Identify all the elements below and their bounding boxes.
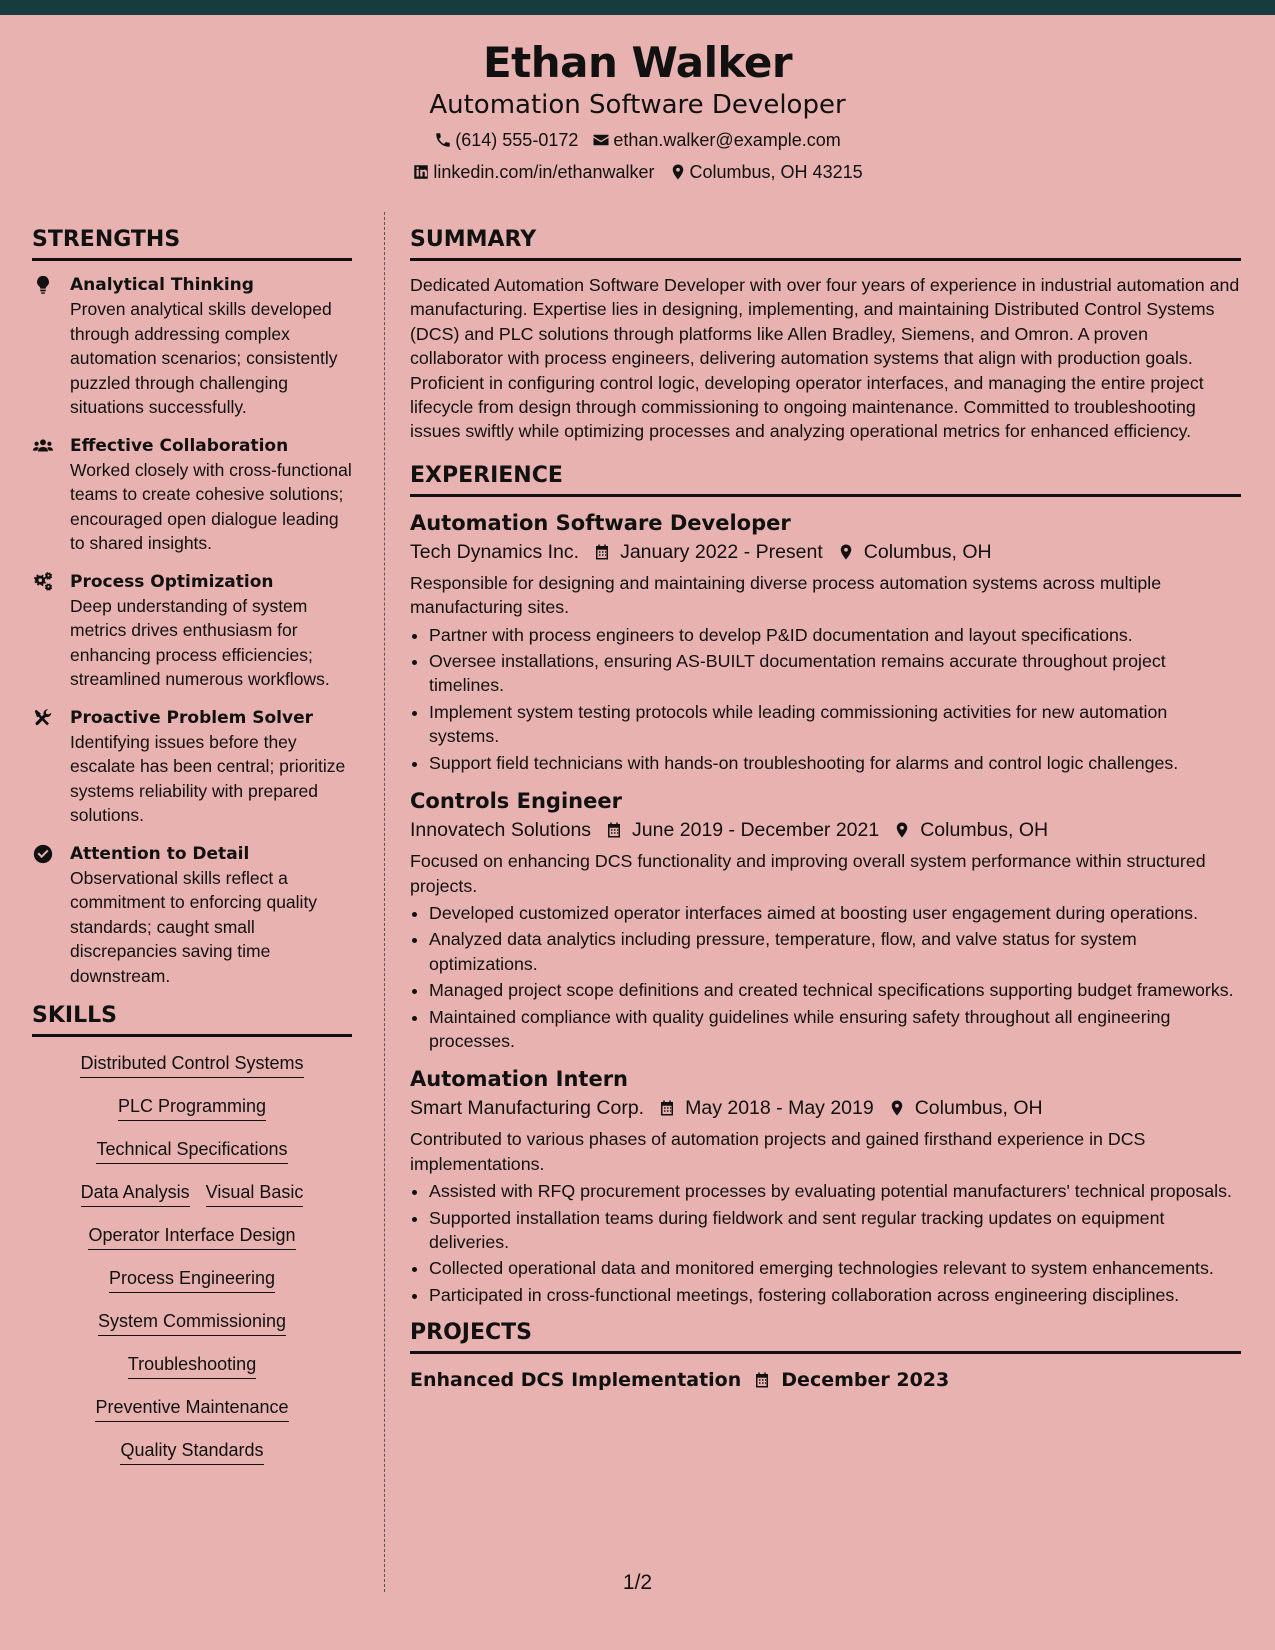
bullet-item: • Partner with process engineers to develop P&ID documentation and layout specifications. bbox=[429, 623, 1241, 647]
gears-icon bbox=[32, 571, 54, 593]
candidate-role: Automation Software Developer bbox=[429, 90, 846, 120]
phone-icon bbox=[434, 131, 452, 149]
bullet-item: • Supported installation teams during fieldwork and sent regular tracking updates on equipment deliveries. bbox=[429, 1206, 1241, 1255]
job-meta bbox=[410, 1093, 1241, 1123]
job-description: Focused on enhancing DCS functionality and improving overall system performance within structured projects. bbox=[410, 851, 1206, 896]
strength-item bbox=[32, 706, 352, 828]
tools-icon bbox=[32, 707, 54, 729]
job-entry bbox=[410, 787, 1241, 1053]
project-item bbox=[410, 1366, 1241, 1394]
job-title: Controls Engineer bbox=[410, 789, 622, 814]
contact-row-2 bbox=[0, 160, 1275, 184]
project-name: Enhanced DCS Implementation bbox=[410, 1369, 742, 1392]
page-number: 1/2 bbox=[622, 1571, 653, 1594]
candidate-name: Ethan Walker bbox=[482, 38, 793, 87]
email-link[interactable]: ethan.walker@example.com bbox=[613, 130, 841, 150]
location-text: Columbus, OH 43215 bbox=[689, 162, 863, 182]
email-item[interactable] bbox=[592, 128, 840, 152]
job-bullets bbox=[410, 901, 1241, 1053]
strength-item bbox=[32, 273, 352, 420]
job-title: Automation Software Developer bbox=[410, 510, 791, 535]
map-pin-icon bbox=[837, 543, 855, 561]
envelope-icon bbox=[592, 131, 610, 149]
job-location: Columbus, OH bbox=[914, 1097, 1043, 1120]
bullet-item: • Collected operational data and monitored emerging technologies relevant to system enhancements. bbox=[429, 1256, 1241, 1280]
job-meta bbox=[410, 537, 1241, 567]
left-column bbox=[32, 226, 352, 1481]
calendar-icon bbox=[593, 543, 611, 561]
map-pin-icon bbox=[669, 163, 687, 181]
top-accent-bar bbox=[0, 0, 1275, 15]
strength-desc: Identifying issues before they escalate has been central; prioritize systems reliability with prepared solutions. bbox=[70, 731, 346, 825]
strength-title: Analytical Thinking bbox=[70, 275, 254, 295]
job-entry bbox=[410, 509, 1241, 775]
bullet-item: • Implement system testing protocols while leading commissioning activities for new automation systems. bbox=[429, 700, 1241, 749]
bullet-item: • Participated in cross-functional meetings, fostering collaboration across engineering disciplines. bbox=[429, 1283, 1241, 1307]
linkedin-item[interactable] bbox=[412, 160, 654, 184]
skill-tag: Technical Specifications bbox=[96, 1137, 287, 1164]
job-location: Columbus, OH bbox=[863, 540, 992, 563]
map-pin-icon bbox=[893, 821, 911, 839]
skill-tag: Distributed Control Systems bbox=[80, 1051, 303, 1078]
job-title: Automation Intern bbox=[410, 1067, 628, 1092]
strength-title: Proactive Problem Solver bbox=[70, 707, 313, 728]
strength-desc: Proven analytical skills developed through addressing complex automation scenarios; consistently puzzled through challenging situations successfully. bbox=[70, 299, 338, 417]
strength-desc: Observational skills reflect a commitment to enforcing quality standards; caught small discrepancies saving time downstream. bbox=[70, 867, 318, 986]
phone-text: (614) 555-0172 bbox=[455, 130, 579, 150]
skill-tag: System Commissioning bbox=[98, 1309, 286, 1336]
strength-title: Process Optimization bbox=[70, 571, 274, 592]
resume-header bbox=[0, 38, 1275, 184]
skill-tag: Quality Standards bbox=[120, 1438, 263, 1465]
job-company: Smart Manufacturing Corp. bbox=[410, 1097, 645, 1120]
skills-heading: SKILLS bbox=[32, 1002, 352, 1037]
job-description: Contributed to various phases of automation projects and gained firsthand experience in DCS implementations. bbox=[410, 1129, 1146, 1174]
lightbulb-icon bbox=[32, 274, 54, 296]
strength-title: Effective Collaboration bbox=[70, 435, 289, 456]
job-description: Responsible for designing and maintaining diverse process automation systems across multiple manufacturing sites. bbox=[410, 572, 1162, 618]
calendar-icon bbox=[658, 1099, 676, 1117]
strength-item bbox=[32, 434, 352, 556]
location-item bbox=[669, 160, 863, 184]
bullet-item: • Developed customized operator interfaces aimed at boosting user engagement during operations. bbox=[429, 901, 1241, 925]
strength-item bbox=[32, 842, 352, 989]
map-pin-icon bbox=[888, 1099, 906, 1117]
strength-title: Attention to Detail bbox=[70, 843, 250, 864]
linkedin-link[interactable]: linkedin.com/in/ethanwalker bbox=[433, 162, 655, 182]
job-dates: June 2019 - December 2021 bbox=[632, 819, 880, 842]
job-company: Innovatech Solutions bbox=[410, 819, 592, 842]
skills-list bbox=[32, 1051, 352, 1465]
skill-tag: Process Engineering bbox=[109, 1266, 275, 1293]
job-bullets bbox=[410, 623, 1241, 775]
job-dates: January 2022 - Present bbox=[620, 540, 823, 563]
calendar-icon bbox=[753, 1371, 771, 1389]
skill-tag: Visual Basic bbox=[206, 1180, 304, 1207]
job-company: Tech Dynamics Inc. bbox=[410, 540, 580, 563]
linkedin-icon bbox=[412, 163, 430, 181]
job-location: Columbus, OH bbox=[920, 819, 1049, 842]
job-bullets bbox=[410, 1179, 1241, 1307]
strengths-heading: STRENGTHS bbox=[32, 226, 352, 261]
bullet-item: • Assisted with RFQ procurement processes by evaluating potential manufacturers' technical proposals. bbox=[429, 1179, 1241, 1203]
bullet-item: • Maintained compliance with quality guidelines while ensuring safety throughout all engineering processes. bbox=[429, 1005, 1241, 1054]
strength-item bbox=[32, 570, 352, 692]
skill-tag: Operator Interface Design bbox=[88, 1223, 295, 1250]
bullet-item: • Oversee installations, ensuring AS-BUILT documentation remains accurate throughout project timelines. bbox=[429, 649, 1241, 698]
right-column bbox=[410, 226, 1241, 1394]
summary-text: Dedicated Automation Software Developer with over four years of experience in industrial automation and manufacturing. Expertise lies in designing, implementing, and maintaining Distributed Control Systems (DCS) and PLC solutions through platforms like Allen Bradley, Siemens, and Omron. A proven collaborator with process engineers, delivering automation systems that align with production goals. Proficient in configuring control logic, developing operator interfaces, and managing the entire project lifecycle from design through commissioning to ongoing maintenance. Committed to troubleshooting issues swiftly while optimizing processes and analyzing operational metrics for enhanced efficiency. bbox=[410, 275, 1240, 442]
contact-row-1 bbox=[0, 128, 1275, 152]
skill-tag: PLC Programming bbox=[118, 1094, 266, 1121]
projects-heading: PROJECTS bbox=[410, 1319, 1241, 1354]
skill-tag: Troubleshooting bbox=[128, 1352, 256, 1379]
calendar-icon bbox=[605, 821, 623, 839]
strength-desc: Worked closely with cross-functional teams to create cohesive solutions; encouraged open dialogue leading to shared insights. bbox=[70, 459, 352, 553]
project-date: December 2023 bbox=[781, 1369, 950, 1392]
experience-heading: EXPERIENCE bbox=[410, 462, 1241, 497]
column-divider bbox=[384, 212, 385, 1592]
job-dates: May 2018 - May 2019 bbox=[685, 1097, 874, 1120]
skill-tag: Data Analysis bbox=[81, 1180, 190, 1207]
summary-heading: SUMMARY bbox=[410, 226, 1241, 261]
strength-desc: Deep understanding of system metrics drives enthusiasm for enhancing process efficiencies; streamlined numerous workflows. bbox=[70, 595, 330, 689]
users-icon bbox=[32, 435, 54, 457]
phone-item bbox=[434, 128, 578, 152]
bullet-item: • Analyzed data analytics including pressure, temperature, flow, and valve status for system optimizations. bbox=[429, 927, 1241, 976]
skill-tag: Preventive Maintenance bbox=[95, 1395, 288, 1422]
check-circle-icon bbox=[32, 843, 54, 865]
job-meta bbox=[410, 815, 1241, 845]
bullet-item: • Support field technicians with hands-on troubleshooting for alarms and control logic challenges. bbox=[429, 751, 1241, 775]
bullet-item: • Managed project scope definitions and created technical specifications supporting budget frameworks. bbox=[429, 978, 1241, 1002]
job-entry bbox=[410, 1065, 1241, 1307]
